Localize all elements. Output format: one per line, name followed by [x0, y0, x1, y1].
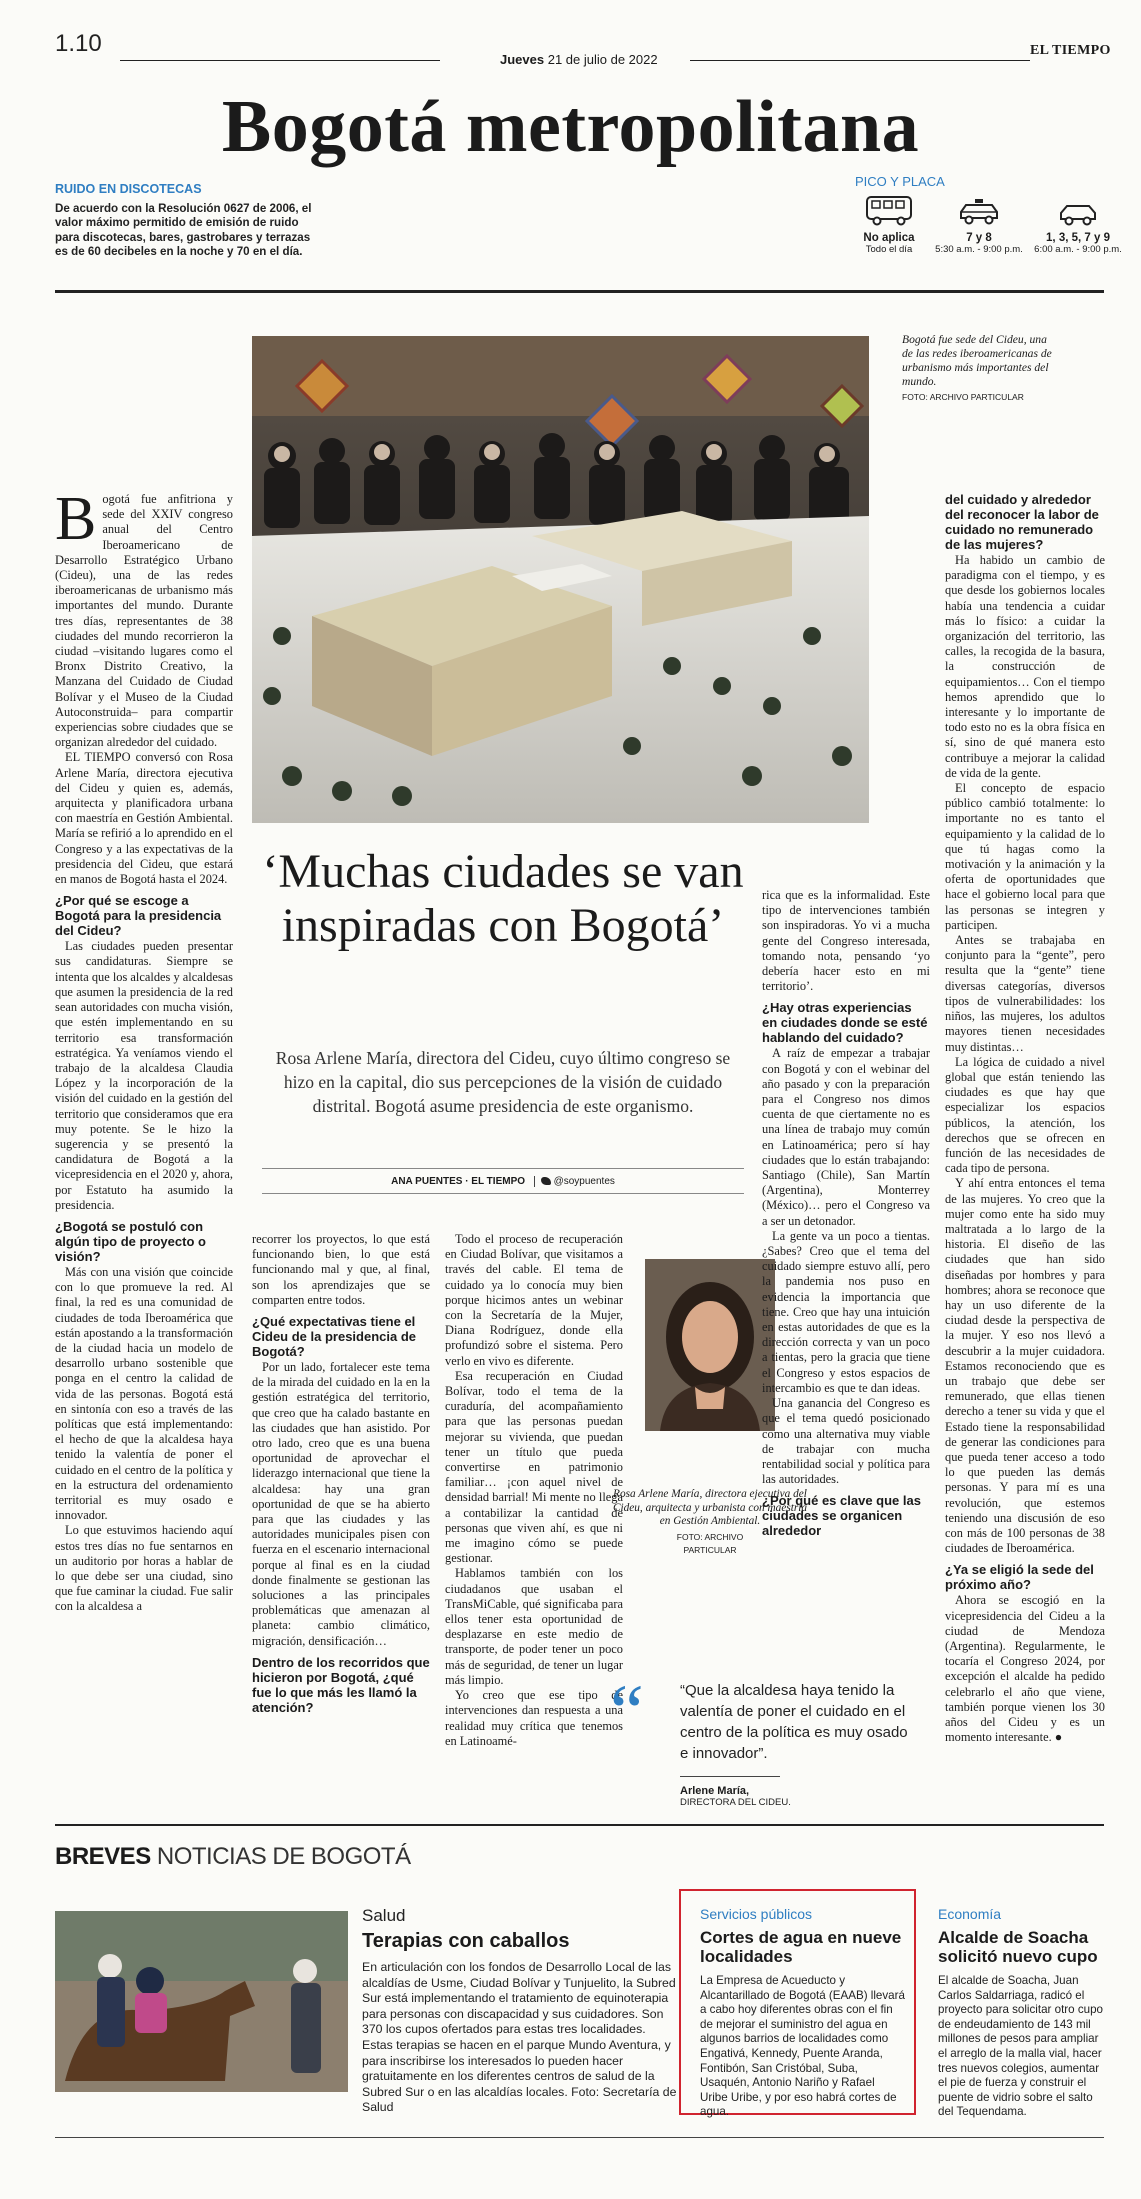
- horse-therapy-image: [55, 1911, 348, 2092]
- brief-section: Servicios públicos: [700, 1906, 813, 1922]
- paragraph: Ha habido un cambio de paradigma con el tiempo, y es que desde los gobiernos locales había una tendencia a cuidar más lo físico: a cuidar la organización del territorio, las calles, la recogida de la basura, la construcción de equipamientos… Con el tiempo hemos aprendido que lo interesante y lo importante de todo esto no es la obra física en sí, sino de qué manera esto contribuye a mejorar la calidad de vida de la gente.: [945, 553, 1105, 780]
- pico-hours: 6:00 a.m. - 9:00 p.m.: [1034, 244, 1122, 255]
- paragraph: El concepto de espacio público cambió totalmente: lo importante no es tanto el equipamiento y la calidad de lo que tú hagas como la motivación y la animación y la oferta de oportunidades que hace el gobierno local para que las personas se integren y participen.: [945, 781, 1105, 932]
- section-title: Bogotá metropolitana: [221, 86, 920, 168]
- date-weekday: Jueves: [500, 52, 545, 67]
- paragraph: Todo el proceso de recuperación en Ciudad Bolívar, que visitamos a través del cable. El tema de cuidado ya lo conocía muy bien porque hicimos antes un webinar con la Secretaría de la Mujer, Diana Rodríguez, donde ella profundizó sobre el sistema. Pero verlo en vivo es diferente.: [445, 1232, 623, 1368]
- question: Dentro de los recorridos que hicieron por Bogotá, ¿qué fue lo que más les llamó la atención?: [252, 1654, 430, 1715]
- drop-cap: B: [55, 485, 97, 553]
- article-column-3: [445, 1232, 623, 1749]
- ruido-label: RUIDO EN DISCOTECAS: [55, 182, 202, 196]
- paragraph: rica que es la informalidad. Este tipo de intervenciones también son inspiradoras. Yo vi a mucha gente del Congreso interesada, tomando nota, pensando ‘yo debería hacer esto en mi territorio’.: [762, 888, 930, 994]
- bus-icon: [864, 194, 914, 226]
- breves-label-bold: BREVES: [55, 1843, 151, 1870]
- article-dek: Rosa Arlene María, directora del Cideu, cuyo último congreso se hizo en la capital, dio sus percepciones de la visión de cuidado distrital. Bogotá asume presidencia de este organismo.: [275, 1048, 731, 1116]
- paragraph: ogotá fue anfitriona y sede del XXIV congreso anual del Centro Iberoamericano de Desarrollo Estratégico Urbano (Cideu), una de las redes iberoamericanas de urbanismo más importantes del mundo. Durante tres días, representantes de 38 ciudades del mundo recorrieron la ciudad –visitando lugares como el Bronx Distrito Creativo, la Manzana del Cuidado de Ciudad Bolívar y el Museo de la Ciudad Autoconstruida– para compartir experiencias sobre ciudades que se organizan alrededor del cuidado.: [55, 492, 233, 750]
- pico-plates: 7 y 8: [966, 232, 992, 244]
- header-rule-right: [690, 60, 1030, 61]
- paragraph: Hablamos también con los ciudadanos que usaban el TransMiCable, qué significaba para ellos tener esta oportunidad de desplazarse en este medio de transporte, de poder tener un poco más de seguridad, de tener un lugar más limpio.: [445, 1566, 623, 1687]
- pico-plates: No aplica: [863, 232, 915, 244]
- brief-section: Economía: [938, 1906, 1002, 1922]
- architectural-model-image: [252, 336, 869, 823]
- portrait-photo: [645, 1259, 775, 1431]
- breves-horse-photo: [55, 1911, 348, 2092]
- twitter-icon: [541, 1177, 551, 1185]
- photo-credit: FOTO: ARCHIVO PARTICULAR: [676, 1531, 744, 1556]
- question: ¿Ya se eligió la sede del próximo año?: [945, 1562, 1094, 1593]
- question: ¿Hay otras experiencias en ciudades donde se esté hablando del cuidado?: [762, 1000, 928, 1046]
- taxi-icon: [957, 198, 1001, 226]
- pico-plates: 1, 3, 5, 7 y 9: [1046, 232, 1110, 244]
- byline-twitter: @soypuentes: [553, 1176, 615, 1187]
- breves-label: [55, 1843, 411, 1871]
- paragraph: Por un lado, fortalecer este tema de la mirada del cuidado en la en la gestión estratégica del territorio, que creo que ha calado bastante en las ciudades que han asistido. Por otro lado, creo que es una buena oportunidad de aprovechar el liderazgo internacional que tiene la alcaldesa: hay una gran oportunidad de que se ha abierto para que las ciudades y las autoridades municipales pisen con fuerza en el escenario internacional porque al final es en la ciudad donde finalmente se gestionan las soluciones a las principales problemáticas que amenazan al planeta: cambio climático, migración, densificación…: [252, 1360, 430, 1648]
- article-headline: ‘Muchas ciudades se van inspiradas con Bogotá’: [262, 845, 744, 952]
- header-bottom-rule: [55, 290, 1104, 293]
- paragraph: recorrer los proyectos, lo que está funcionando bien, lo que está funcionando mal y que, al final, son los aprendizajes que se comparten entre todos.: [252, 1232, 430, 1307]
- car-icon: [1058, 202, 1098, 226]
- paragraph: Y ahí entra entonces el tema de las mujeres. Yo creo que la mujer como ente ha sido muy maltratada a lo largo de la historia. El diseño de las ciudades que han sido diseñadas por hombres y para hombres; ahora se reconoce que hay un uso diferente de la ciudad desde la perspectiva de la mujer. Y eso nos llevó a descubrir a la mujer cuidadora. Estamos reconociendo que es un trabajo que debe ser remunerado, que ellas tienen derecho a tener su vida y que el Estado tiene la responsabilidad de generar las condiciones para que pueda tener acceso a todo lo que pueden las demás personas. Y para mí es una revolución, que estemos teniendo una discusión de eso con más de 100 personas de 38 ciudades de Iberoamérica.: [945, 1176, 1105, 1556]
- paragraph: La gente va un poco a tientas. ¿Sabes? Creo que el tema del cuidado siempre estuvo allí, pero la pandemia nos puso en evidencia la importancia que tiene. Creo que hay una intuición en estas autoridades de que es la dirección correcta y van un poco a tientas, pero la gracia que tiene el Congreso y estos espacios de intercambio es que te dan ideas.: [762, 1228, 930, 1395]
- brief-text: En articulación con los fondos de Desarrollo Local de las alcaldías de Usme, Ciudad Bolívar y Tunjuelito, la Subred Sur está implementando el tratamiento de equinoterapia para personas con discapacidad y sus cuidadores. Son 370 los cupos ofertados para estas tres localidades. Estas terapias se hacen en el parque Mundo Aventura, y para inscribirse los interesados lo pueden hacer gratuitamente en los diferentes centros de salud de la Subred Sur o en las alcaldías locales. Foto: Secretaría de Salud: [362, 1960, 677, 2115]
- article-column-5: [945, 492, 1105, 1745]
- quote-mark-icon: “: [610, 1670, 644, 1754]
- page-bottom-rule: [55, 2137, 1104, 2138]
- byline-author: ANA PUENTES · EL TIEMPO: [391, 1176, 526, 1187]
- paragraph: Más con una visión que coincide con lo que promueve la red. Al final, la red es una comunidad de ciudades de toda Iberoamérica que están apostando a la transformación de la ciudad hacia un modelo de desarrollo urbano sostenible que ponga en el centro la calidad de vida de las personas. Bogotá está en sintonía con eso a través de las políticas que está implementando: el hecho de que la alcaldesa haya tenido la valentía de poner el cuidado en el centro de la política y en la estructura del ordenamiento territorial es muy osado e innovador.: [55, 1264, 233, 1523]
- question: ¿Por qué es clave que las ciudades se organicen alrededor: [762, 1493, 921, 1539]
- breves-item-salud: [362, 1906, 677, 2116]
- article-column-4: [762, 888, 930, 1539]
- paragraph: Ahora se escogió en la vicepresidencia del Cideu a la ciudad de Mendoza (Argentina). Regularmente, le tocaría el Congreso 2024, por excepción el alcalde ha pedido celebrarlo el año que viene, también porque vienen los 30 años del Cideu y es un momento interesante. ●: [945, 1593, 1105, 1745]
- caption-text: Rosa Arlene María, directora ejecutiva del Cideu, arquitecta y urbanista con maestría en Gestión Ambiental.: [612, 1488, 808, 1528]
- paragraph: Esa recuperación en Ciudad Bolívar, todo el tema de la curaduría, del acompañamiento para que las personas puedan mejorar su vivienda, que puedan tener un título que pueda convertirse en patrimonio familiar… ¡con aquel nivel de densidad barrial! Mi mente no llega a contabilizar la cantidad de personas que viven ahí, es que ni me imagino cómo se puede gestionar.: [445, 1368, 623, 1566]
- pico-placa-label: PICO Y PLACA: [855, 174, 945, 189]
- breves-label-light: NOTICIAS DE BOGOTÁ: [156, 1843, 411, 1870]
- article-column-1: [55, 485, 233, 1615]
- article-column-2: [252, 1232, 430, 1716]
- newspaper-name: EL TIEMPO: [1030, 43, 1111, 58]
- question: ¿Qué expectativas tiene el Cideu de la presidencia de Bogotá?: [252, 1314, 416, 1360]
- pico-hours: 5:30 a.m. - 9:00 p.m.: [935, 244, 1023, 255]
- caption-text: Bogotá fue sede del Cideu, una de las redes iberoamericanas de urbanismo más importantes del mundo.: [902, 333, 1052, 388]
- brief-title: Alcalde de Soacha solicitó nuevo cupo: [938, 1928, 1098, 1966]
- paragraph: Antes se trabajaba en conjunto para la “gente”, pero resulta que la “gente” tiene diversas categorías, diversos tipos de vulnerabilidades: los niños, las mujeres, los adultos mayores tienen necesidades muy distintas…: [945, 933, 1105, 1054]
- brief-section: Salud: [362, 1906, 406, 1925]
- byline: [262, 1176, 744, 1187]
- paragraph: EL TIEMPO conversó con Rosa Arlene María, directora ejecutiva del Cideu y quien es, además, arquitecta y planificadora urbana con maestría en Gestión Ambiental. María se refirió a lo aprendido en el Congreso y a las expectativas de la presidencia del Cideu, que estará en manos de Bogotá hasta el 2024.: [55, 750, 233, 887]
- pull-quote-author: Arlene María,: [680, 1785, 750, 1797]
- brief-text: El alcalde de Soacha, Juan Carlos Saldarriaga, radicó el proyecto para solicitar otro cupo de endeudamiento de 143 mil millones de pesos para ampliar el arreglo de la malla vial, hacer tres nuevos colegios, aumentar el pie de fuerza y construir el puente de vidrio sobre el salto del Tequendama.: [938, 1974, 1103, 2119]
- page-number: 1.10: [55, 30, 102, 57]
- pico-hours: Todo el día: [865, 244, 913, 255]
- byline-rule-top: [262, 1168, 744, 1169]
- ruido-text: De acuerdo con la Resolución 0627 de 2006, el valor máximo permitido de emisión de ruido para discotecas, bares, gastrobares y terrazas es de 60 decibeles en la noche y 70 en el día.: [55, 202, 312, 259]
- brief-text: La Empresa de Acueducto y Alcantarillado de Bogotá (EAAB) llevará a cabo hoy diferentes obras con el fin de mejorar el suministro del agua en algunos barrios de localidades como Engativá, Kennedy, Puente Aranda, Fontibón, San Cristóbal, Suba, Usaquén, Antonio Nariño y Rafael Uribe Uribe, y por eso habrá cortes de agua.: [700, 1974, 905, 2119]
- date-text: 21 de julio de 2022: [547, 52, 658, 67]
- pico-placa-taxi: [930, 198, 1028, 255]
- byline-rule-bottom: [262, 1193, 744, 1194]
- pico-placa-car: [1028, 202, 1128, 255]
- breves-item-economia: [938, 1906, 1106, 2120]
- pico-placa-bus: [848, 194, 930, 255]
- question: del cuidado y alrededor del reconocer la labor de cuidado no remunerado de las mujeres?: [945, 492, 1099, 552]
- main-photo: [252, 336, 869, 823]
- header-rule-left: [120, 60, 440, 61]
- paragraph: Yo creo que ese tipo de intervenciones dan respuesta a una realidad muy crítica que tenemos en Latinoamé-: [445, 1688, 623, 1748]
- paragraph: Lo que estuvimos haciendo aquí estos tres días no fue sentarnos en un auditorio por horas a hablar de lo que debe ser una ciudad, sino que fue caminar la ciudad. Fue salir con la alcaldesa a: [55, 1523, 233, 1614]
- paragraph: A raíz de empezar a trabajar con Bogotá y con el webinar del año pasado y con la preparación para el Congreso nos dimos cuenta de que ciertamente no es una línea de trabajo muy común en Latinoamérica; pero sí hay ciudades que lo están trabajando: Santiago (Chile), San Martín (Argentina), Monterrey (México)… pero el Congreso va a ser un detonador.: [762, 1046, 930, 1228]
- brief-title: Terapias con caballos: [362, 1930, 570, 1952]
- pull-quote: [610, 1670, 910, 1808]
- portrait-image: [645, 1259, 775, 1431]
- breves-top-rule: [55, 1824, 1104, 1826]
- paragraph: Una ganancia del Congreso es que el tema quedó posicionado como una alternativa muy viable de trabajar con mucha rentabilidad social y política para las autoridades.: [762, 1396, 930, 1487]
- main-photo-caption: [902, 333, 1052, 404]
- paragraph: La lógica de cuidado a nivel global que están teniendo las ciudades es que hay que especializar los espacios públicos, la atención, los derechos que se ofrecen en función de las necesidades de cada tipo de persona.: [945, 1054, 1105, 1176]
- paragraph: Las ciudades pueden presentar sus candidaturas. Siempre se intenta que los alcaldes y alcaldesas que asumen la presidencia de la red sean autoridades con mucha visión, que estén implementando en su territorio esa transformación estratégica. Ya veníamos viendo el trabajo de la alcaldesa Claudia López y la incorporación de la visión del cuidado en la gestión del territorio que consideramos que era muy potente. Se le hizo la sugerencia y se presentó la candidatura de Bogotá a la vicepresidencia en el 2020 y, ahora, por Estatuto ha asumido la presidencia.: [55, 939, 233, 1212]
- breves-item-servicios: [700, 1906, 905, 2120]
- photo-credit: FOTO: ARCHIVO PARTICULAR: [902, 392, 1024, 402]
- question: ¿Por qué se escoge a Bogotá para la presidencia del Cideu?: [55, 893, 222, 939]
- pull-quote-rule: [680, 1776, 780, 1777]
- pull-quote-text: “Que la alcaldesa haya tenido la valentía de poner el cuidado en el centro de la política es muy osado e innovador”.: [680, 1682, 908, 1762]
- pull-quote-role: DIRECTORA DEL CIDEU.: [680, 1797, 791, 1808]
- question: ¿Bogotá se postuló con algún tipo de proyecto o visión?: [55, 1218, 206, 1264]
- issue-date: [500, 52, 658, 67]
- brief-title: Cortes de agua en nueve localidades: [700, 1928, 902, 1966]
